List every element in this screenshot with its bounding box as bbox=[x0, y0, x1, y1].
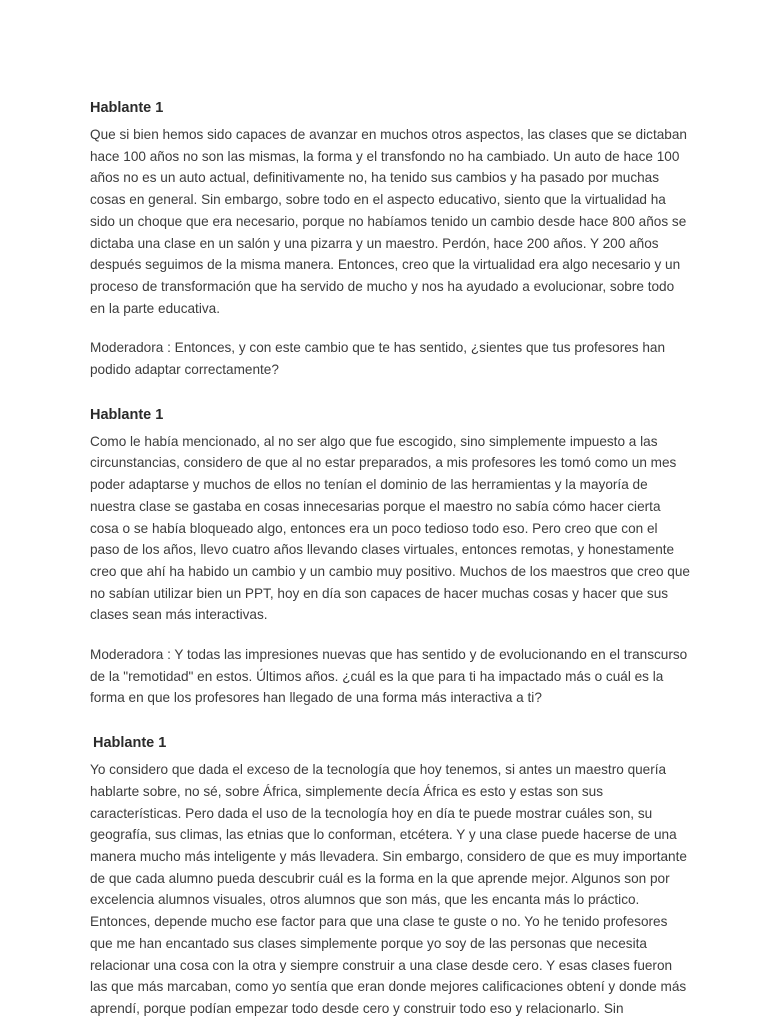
moderator-question: Moderadora : Entonces, y con este cambio que te has sentido, ¿sientes que tus profesores han podido adaptar correctamente? bbox=[90, 340, 666, 378]
speaker-heading: Hablante 1 bbox=[93, 735, 167, 752]
moderator-question: Moderadora : Y todas las impresiones nuevas que has sentido y de evolucionando en el transcurso de la "remotidad" en estos. Últimos años. ¿cuál es la que para ti ha impactado más o cuál es la forma en que los profesores han llegado de una forma más interactiva a ti? bbox=[90, 647, 688, 706]
document-page bbox=[90, 98, 690, 1020]
speaker-paragraph: Yo considero que dada el exceso de la tecnología que hoy tenemos, si antes un maestro quería hablarte sobre, no sé, sobre África, simplemente decía África es esto y estas son sus características. Pero dada el uso de la tecnología hoy en día te puede mostrar cuáles son, su geografía, sus climas, las etnias que lo conforman, etcétera. Y y una clase puede hacerse de una manera mucho más inteligente y más llevadera. Sin embargo, considero de que es muy importante de que cada alumno pueda descubrir cuál es la forma en la que aprende mejor. Algunos son por excelencia alumnos visuales, otros alumnos que son más, que les encanta más lo práctico. Entonces, depende mucho ese factor para que una clase te guste o no. Yo he tenido profesores que me han encantado sus clases simplemente porque yo soy de las personas que necesita relacionar una cosa con la otra y siempre construir a una clase desde cero. Y esas clases fueron las que más marcaban, como yo sentía que eran donde mejores calificaciones obtení y donde más aprendí, porque podían empezar todo desde cero y construir todo eso y relacionarlo. Sin bbox=[90, 762, 687, 1016]
speaker-paragraph: Que si bien hemos sido capaces de avanzar en muchos otros aspectos, las clases que se dictaban hace 100 años no son las mismas, la forma y el transfondo no ha cambiado. Un auto de hace 100 años no es un auto actual, definitivamente no, ha tenido sus cambios y ha pasado por muchas cosas en general. Sin embargo, sobre todo en el aspecto educativo, siento que la virtualidad ha sido un choque que era necesario, porque no habíamos tenido un cambio desde hace 800 años se dictaba una clase en un salón y una pizarra y un maestro. Perdón, hace 200 años. Y 200 años después seguimos de la misma manera. Entonces, creo que la virtualidad era algo necesario y un proceso de transformación que ha servido de mucho y nos ha ayudado a evolucionar, sobre todo en la parte educativa. bbox=[90, 127, 687, 316]
speaker-paragraph: Como le había mencionado, al no ser algo que fue escogido, sino simplemente impuesto a las circunstancias, considero de que al no estar preparados, a mis profesores les tomó como un mes poder adaptarse y muchos de ellos no tenían el dominio de las herramientas y la mayoría de nuestra clase se gastaba en cosas innecesarias porque el maestro no sabía cómo hacer cierta cosa o se había bloqueado algo, entonces era un poco tedioso todo eso. Pero creo que con el paso de los años, llevo cuatro años llevando clases virtuales, entonces remotas, y honestamente creo que ahí ha habido un cambio y un cambio muy positivo. Muchos de los maestros que creo que no sabían utilizar bien un PPT, hoy en día son capaces de hacer muchas cosas y hacer que sus clases sean más interactivas. bbox=[90, 433, 690, 623]
speaker-heading: Hablante 1 bbox=[90, 100, 164, 116]
speaker-heading: Hablante 1 bbox=[90, 406, 164, 423]
